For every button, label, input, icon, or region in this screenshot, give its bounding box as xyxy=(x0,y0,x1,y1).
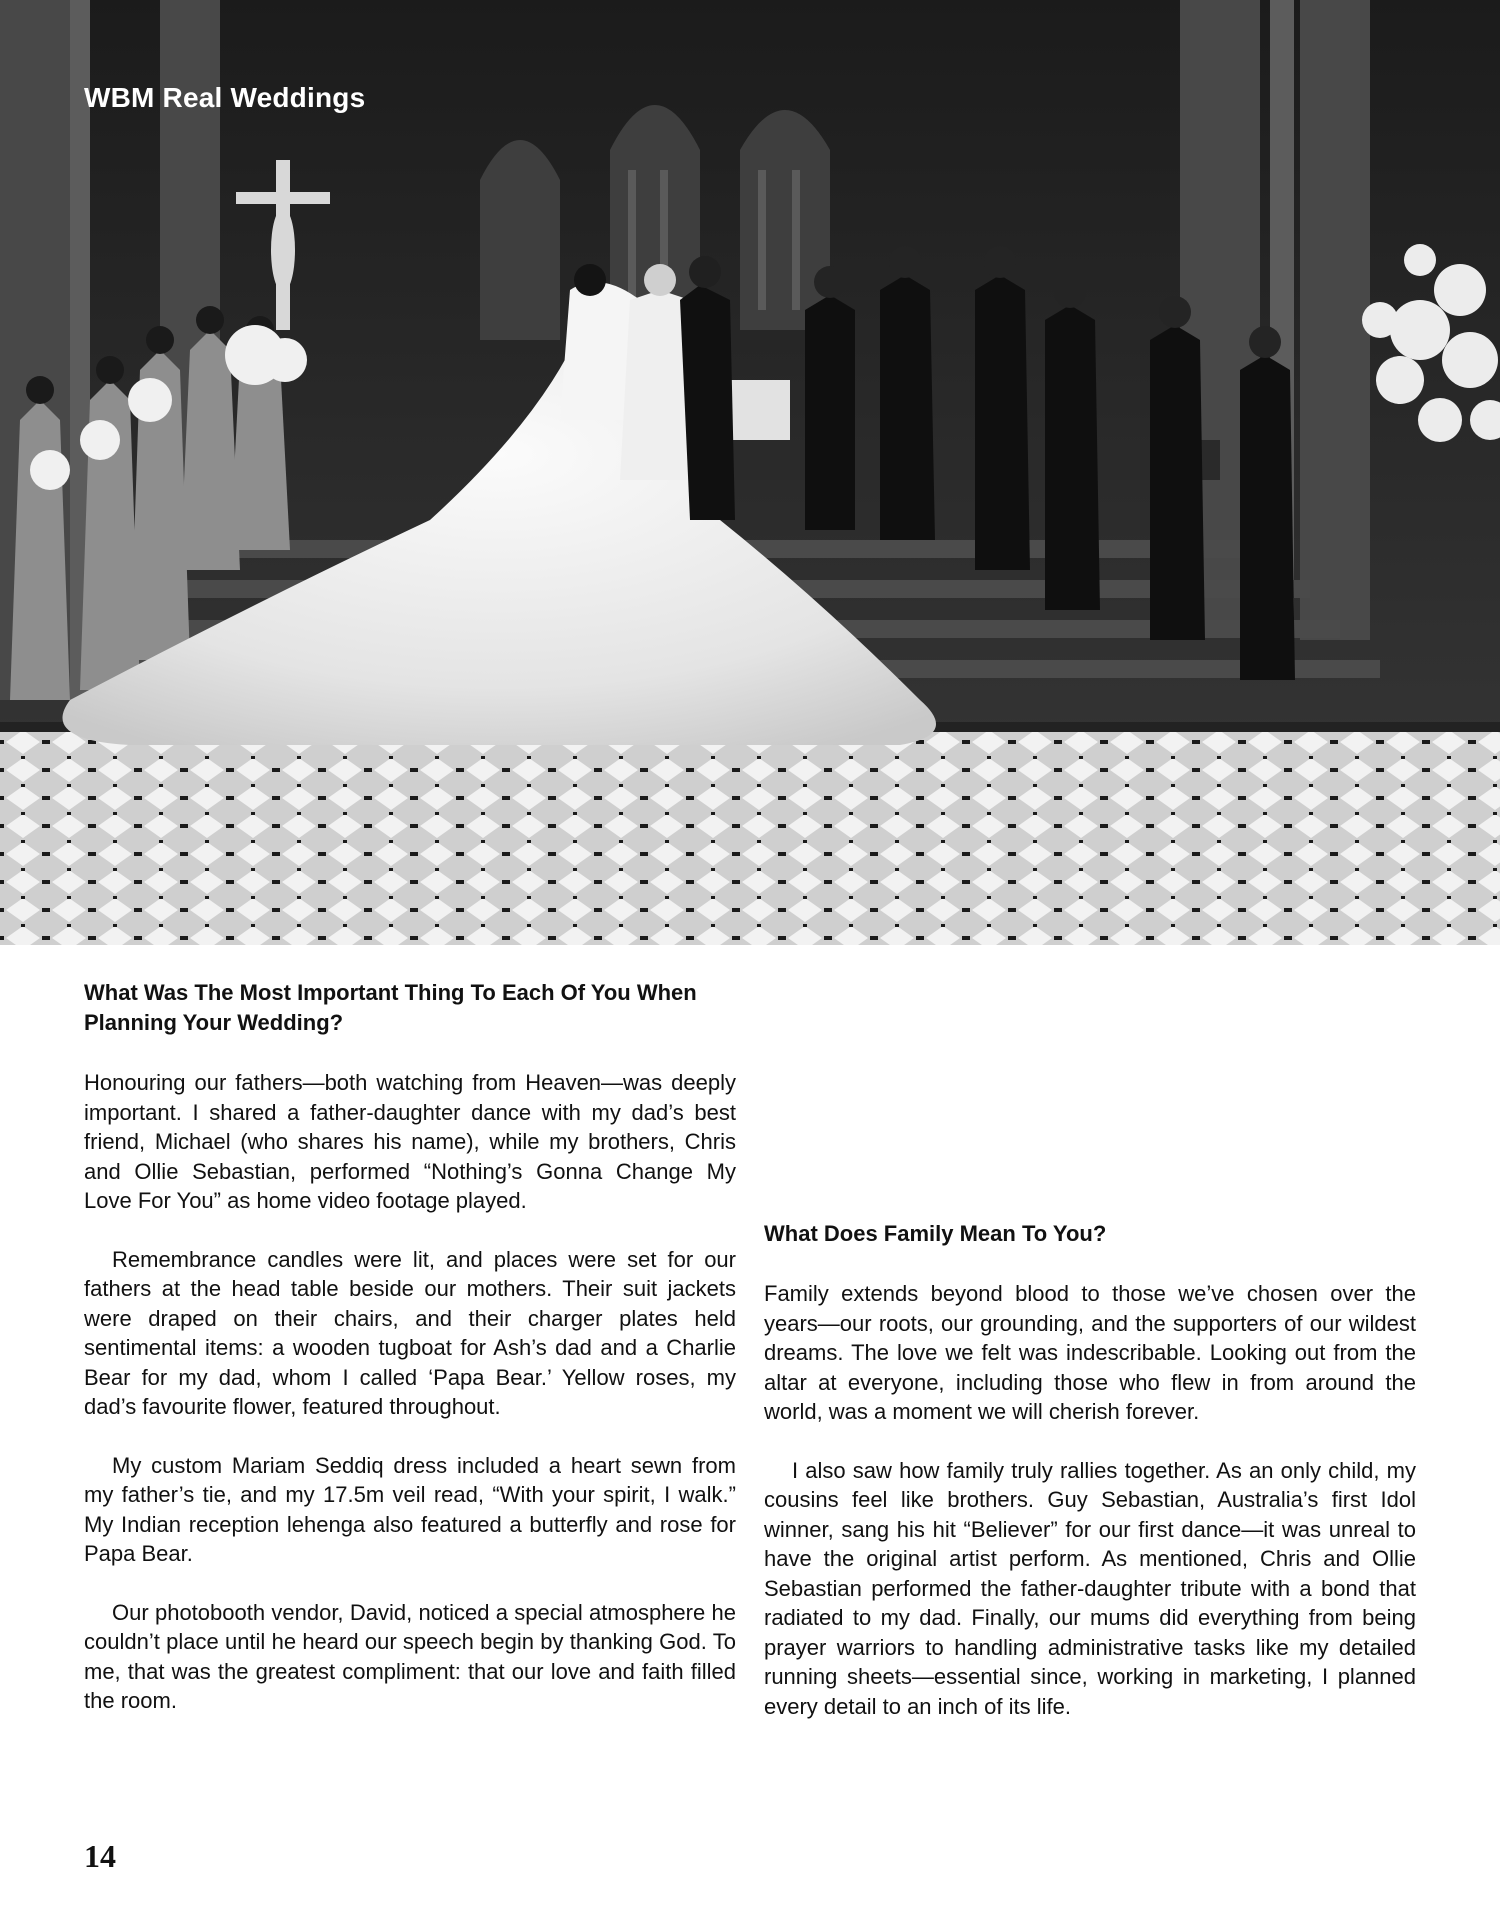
page-number: 14 xyxy=(84,1838,116,1874)
section-heading-planning: What Was The Most Important Thing To Each Of You When Planning Your Wedding? xyxy=(84,980,697,1035)
paragraph: Family extends beyond blood to those we’ve chosen over the years—our roots, our grounding, and the supporters of our wildest dreams. The love we felt was indescribable. Looking out from the altar at everyone, including those who flew in from around the world, was a moment we will cherish forever. xyxy=(764,1281,1416,1424)
section-heading-family: What Does Family Mean To You? xyxy=(764,1221,1107,1246)
magazine-brand-title: WBM Real Weddings xyxy=(84,82,366,113)
photo-illustration xyxy=(0,0,1500,945)
paragraph: I also saw how family truly rallies together. As an only child, my cousins feel like brothers. Guy Sebastian, Australia’s first Idol winner, sang his hit “Believer” for our first dance—it was unreal to have the original artist perform. As mentioned, Chris and Ollie Sebastian performed the father-daughter tribute with a bond that radiated to my dad. Finally, our mums did everything from being prayer warriors to handling administrative tasks like my detailed running sheets—essential since, working in marketing, I planned every detail to an inch of its life. xyxy=(764,1457,1416,1719)
wedding-ceremony-photo xyxy=(0,0,1500,945)
right-column xyxy=(764,1219,1416,1750)
paragraph: My custom Mariam Seddiq dress included a heart sewn from my father’s tie, and my 17.5m veil read, “With your spirit, I walk.” My Indian reception lehenga also featured a butterfly and rose for Papa Bear. xyxy=(84,1452,736,1566)
paragraph: Honouring our fathers—both watching from Heaven—was deeply important. I shared a father-daughter dance with my dad’s best friend, Michael (who shares his name), while my brothers, Chris and Ollie Sebastian, performed “Nothing’s Gonna Change My Love For You” as home video footage played. xyxy=(84,1070,736,1213)
paragraph: Our photobooth vendor, David, noticed a special atmosphere he couldn’t place until he heard our speech begin by thanking God. To me, that was the greatest compliment: that our love and faith filled the room. xyxy=(84,1599,736,1713)
left-column xyxy=(84,978,736,1745)
paragraph: Remembrance candles were lit, and places were set for our fathers at the head table beside our mothers. Their suit jackets were draped on their chairs, and their charger plates held sentimental items: a wooden tugboat for Ash’s dad and a Charlie Bear for my dad, whom I called ‘Papa Bear.’ Yellow roses, my dad’s favourite flower, featured throughout. xyxy=(84,1246,736,1419)
